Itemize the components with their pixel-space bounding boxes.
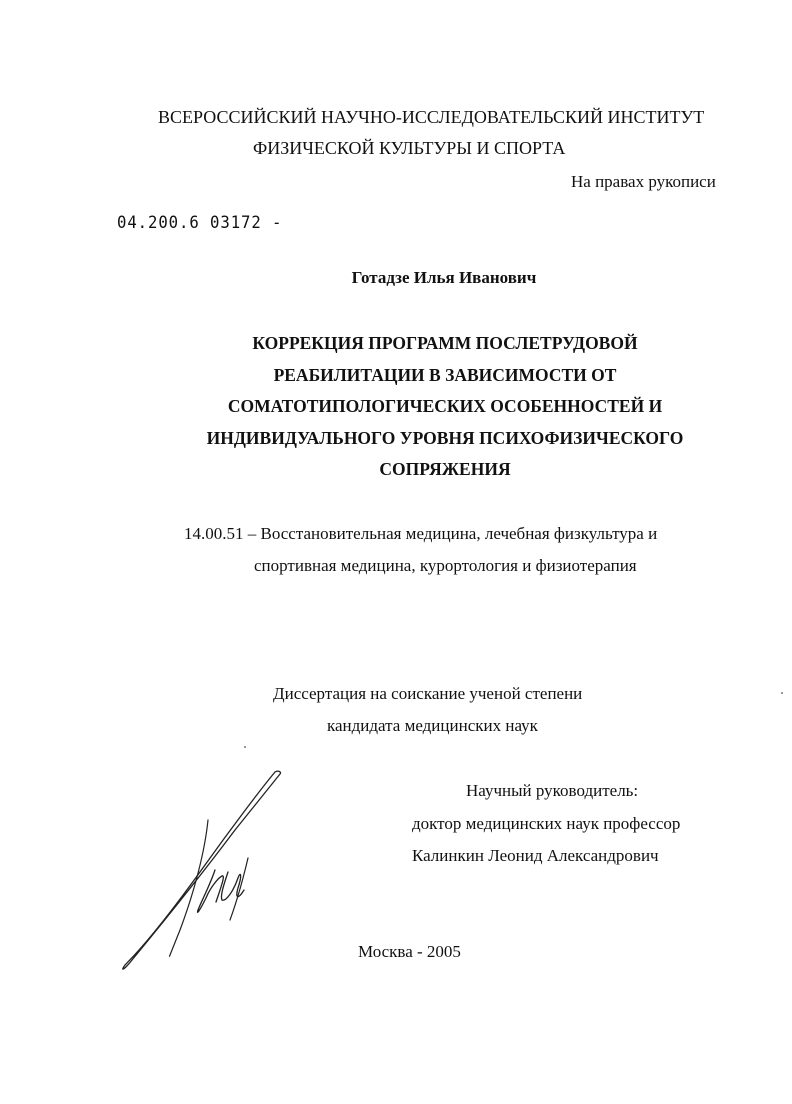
title-line: СОПРЯЖЕНИЯ	[379, 459, 511, 479]
title-line: РЕАБИЛИТАЦИИ В ЗАВИСИМОСТИ ОТ	[273, 364, 617, 385]
title-line: СОМАТОТИПОЛОГИЧЕСКИХ ОСОБЕННОСТЕЙ И	[227, 396, 663, 416]
supervisor-degree: доктор медицинских наук профессор	[412, 814, 681, 833]
scan-speck	[781, 692, 783, 694]
dissertation-title	[150, 328, 740, 486]
handwritten-signature	[110, 760, 300, 980]
title-line: ИНДИВИДУАЛЬНОГО УРОВНЯ ПСИХОФИЗИЧЕСКОГО	[206, 427, 684, 448]
institute-name-line-2: ФИЗИЧЕСКОЙ КУЛЬТУРЫ И СПОРТА	[253, 138, 566, 158]
institute-name-line-1: ВСЕРОССИЙСКИЙ НАУЧНО-ИССЛЕДОВАТЕЛЬСКИЙ ИНСТИТУТ	[158, 107, 705, 127]
manuscript-rights-note: На правах рукописи	[571, 172, 716, 191]
scan-speck	[244, 746, 246, 748]
registry-stamp-code: 04.200.6 03172 -	[117, 213, 283, 233]
author-name: Готадзе Илья Иванович	[351, 268, 537, 287]
title-line: КОРРЕКЦИЯ ПРОГРАММ ПОСЛЕТРУДОВОЙ	[252, 333, 638, 353]
dissertation-degree-line-1: Диссертация на соискание ученой степени	[273, 684, 583, 703]
dissertation-degree-line-2: кандидата медицинских наук	[327, 716, 538, 735]
supervisor-label: Научный руководитель:	[466, 781, 639, 800]
supervisor-name: Калинкин Леонид Александрович	[412, 846, 659, 865]
specialty-line-1: 14.00.51 – Восстановительная медицина, лечебная физкультура и	[184, 524, 658, 543]
specialty-line-2: спортивная медицина, курортология и физиотерапия	[254, 556, 637, 575]
city-year: Москва - 2005	[358, 942, 461, 961]
